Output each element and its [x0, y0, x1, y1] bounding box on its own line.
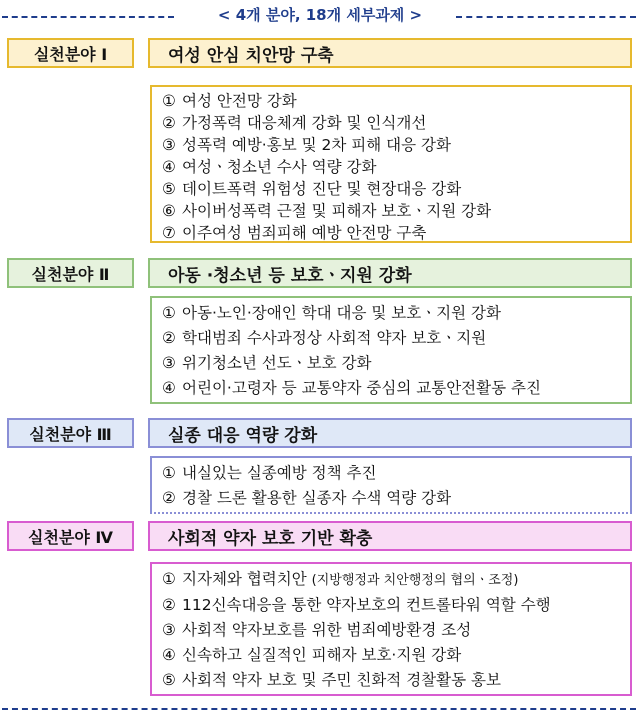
task-box-3: [150, 456, 632, 514]
header: [0, 2, 640, 30]
task-item: ④ 어린이·고령자 등 교통약자 중심의 교통안전활동 추진: [162, 379, 541, 397]
header-dash-right: [456, 16, 636, 18]
task-box-2: [150, 296, 632, 404]
task-box-4: [150, 562, 632, 696]
task-item: ③ 사회적 약자보호를 위한 범죄예방환경 조성: [162, 621, 472, 639]
task-item: ① 아동·노인·장애인 학대 대응 및 보호ㆍ지원 강화: [162, 304, 501, 322]
task-item: ② 학대범죄 수사과정상 사회적 약자 보호ㆍ지원: [162, 329, 487, 347]
task-item: ⑥ 사이버성폭력 근절 및 피해자 보호ㆍ지원 강화: [162, 202, 492, 220]
task-item: ④ 신속하고 실질적인 피해자 보호·지원 강화: [162, 646, 462, 664]
section-title: 사회적 약자 보호 기반 확충: [148, 521, 632, 551]
task-item: ⑦ 이주여성 범죄피해 예방 안전망 구축: [162, 224, 427, 242]
task-item: ① 여성 안전망 강화: [162, 92, 297, 110]
section-label: 실천분야 Ⅳ: [7, 521, 134, 551]
section-title: 여성 안심 치안망 구축: [148, 38, 632, 68]
footer-dash-line: [2, 708, 636, 710]
task-item: ⑤ 사회적 약자 보호 및 주민 친화적 경찰활동 홍보: [162, 671, 501, 689]
section-label: 실천분야 Ⅰ: [7, 38, 134, 68]
section-title: 아동 ·청소년 등 보호ㆍ지원 강화: [148, 258, 632, 288]
task-item: ① 내실있는 실종예방 정책 추진: [162, 464, 377, 482]
header-title: < 4개 분야, 18개 세부과제 >: [217, 6, 423, 24]
task-item: ① 지자체와 협력치안 (지방행정과 치안행정의 협의ㆍ조정): [162, 570, 519, 588]
task-item: ④ 여성ㆍ청소년 수사 역량 강화: [162, 158, 377, 176]
task-box-1: [150, 85, 632, 243]
section-title: 실종 대응 역량 강화: [148, 418, 632, 448]
task-item: ② 112신속대응을 통한 약자보호의 컨트롤타워 역할 수행: [162, 596, 551, 614]
task-item: ③ 위기청소년 선도ㆍ보호 강화: [162, 354, 372, 372]
task-item: ③ 성폭력 예방·홍보 및 2차 피해 대응 강화: [162, 136, 451, 154]
task-item: ⑤ 데이트폭력 위험성 진단 및 현장대응 강화: [162, 180, 462, 198]
task-item: ② 경찰 드론 활용한 실종자 수색 역량 강화: [162, 489, 452, 507]
section-label: 실천분야 Ⅱ: [7, 258, 134, 288]
section-label: 실천분야 Ⅲ: [7, 418, 134, 448]
task-item: ② 가정폭력 대응체계 강화 및 인식개선: [162, 114, 427, 132]
